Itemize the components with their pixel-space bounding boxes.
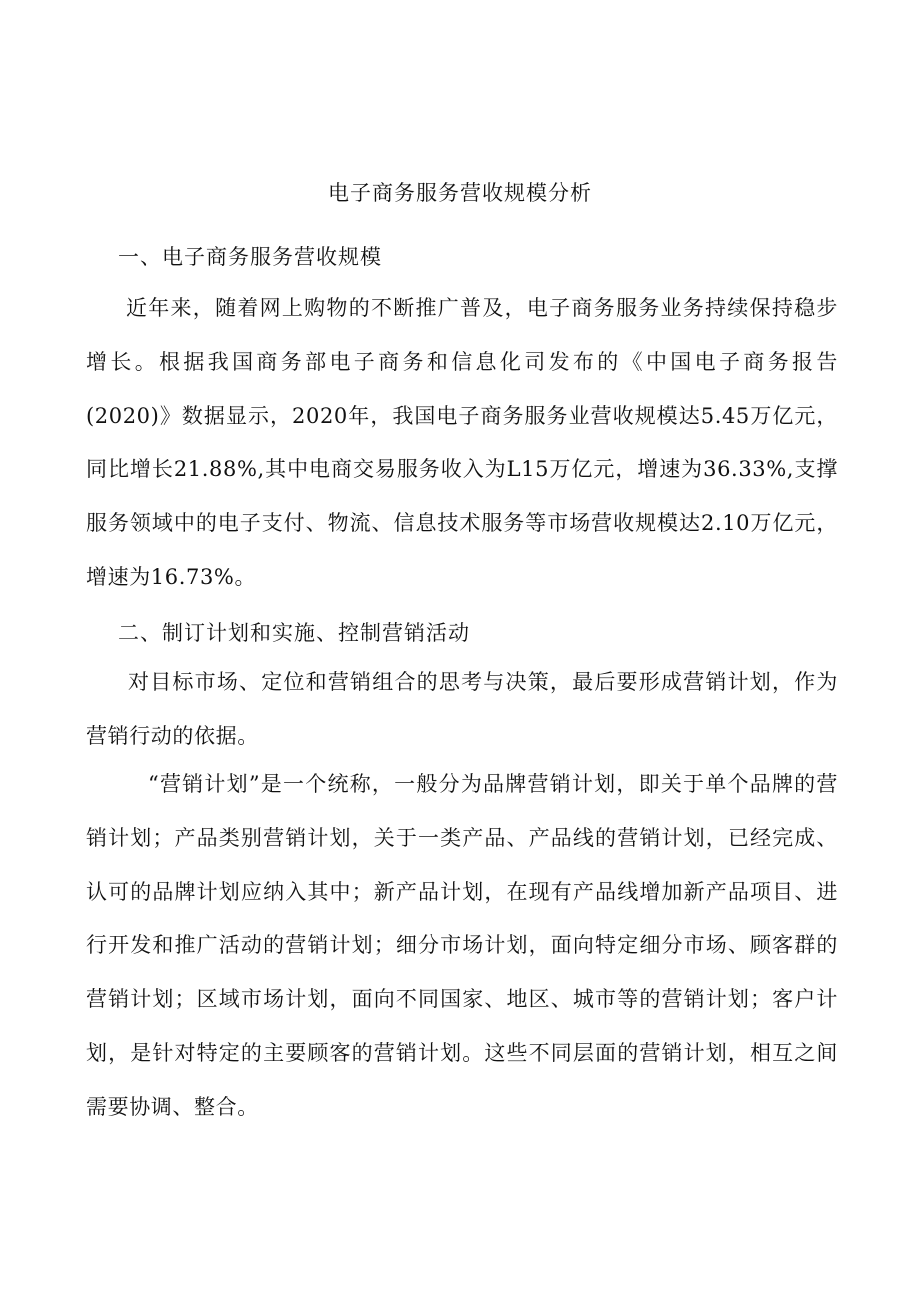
section-2-paragraph-2: “营销计划”是一个统称，一般分为品牌营销计划，即关于单个品牌的营销计划；产品类别营销计划，关于一类产品、产品线的营销计划，已经完成、认可的品牌计划应纳入其中；新产品计划，在现有产品线增加新产品项目、进行开发和推广活动的营销计划；细分市场计划，面向特定细分市场、顾客群的营销计划；区域市场计划，面向不同国家、地区、城市等的营销计划；客户计划，是针对特定的主要顾客的营销计划。这些不同层面的营销计划，相互之间需要协调、整合。 — [86, 772, 838, 1119]
section-1-paragraph: 近年来，随着网上购物的不断推广普及，电子商务服务业务持续保持稳步增长。根据我国商务部电子商务和信息化司发布的《中国电子商务报告(2020)》数据显示，2020年，我国电子商务服务业营收规模达5.45万亿元，同比增长21.88%,其中电商交易服务收入为L15万亿元，增速为36.33%,支撑服务领域中的电子支付、物流、信息技术服务等市场营收规模达2.10万亿元，增速为16.73%。 — [86, 296, 838, 589]
document-title: 电子商务服务营收规模分析 — [328, 181, 592, 205]
section-2-heading: 二、制订计划和实施、控制营销活动 — [118, 621, 470, 645]
section-1-heading: 一、电子商务服务营收规模 — [118, 245, 382, 269]
section-2-paragraph-1: 对目标市场、定位和营销组合的思考与决策，最后要形成营销计划，作为营销行动的依据。 — [86, 670, 838, 748]
